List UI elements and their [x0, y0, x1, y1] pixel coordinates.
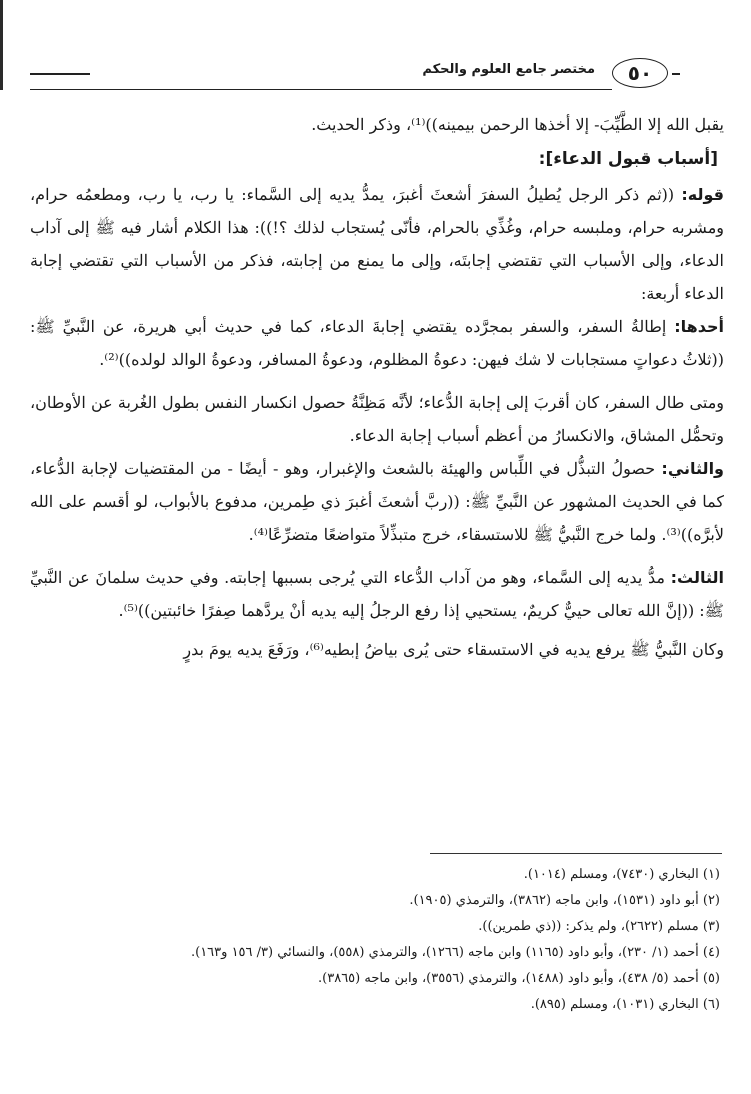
paragraph-travel: [30, 386, 724, 452]
paragraph-second-cause: [30, 452, 724, 551]
footnote-item: (٥) أحمد (٥/ ٤٣٨)، وأبو داود (١٤٨٨)، والترمذي (٣٥٥٦)، وابن ماجه (٣٨٦٥).: [318, 971, 720, 986]
paragraph-lead: أحدها:: [674, 317, 724, 336]
paragraph-text: إطالةُ السفر، والسفر بمجرَّده يقتضي إجابةَ الدعاء، كما في حديث أبي هريرة، عن النَّبيِّ ﷺ: ((ثلاثُ دعواتٍ مستجابات لا شك فيهن: دعوةُ المظلوم، ودعوةُ المسافر، ودعوةُ الوالد لولده))⁽²⁾.: [30, 317, 724, 369]
paragraph-qawluh: [30, 178, 724, 310]
header-dash-left: [30, 73, 90, 75]
paragraph-lead: الثالث:: [670, 568, 725, 587]
running-head: [30, 58, 720, 92]
paragraph-lead: قوله:: [681, 185, 725, 204]
header-rule: [30, 89, 612, 90]
page-number: ٥٠: [612, 58, 668, 88]
paragraph-raising-hands: [30, 633, 724, 666]
body-text: [30, 108, 724, 666]
paragraph-text: ومتى طال السفر، كان أقربَ إلى إجابة الدُّعاء؛ لأنَّه مَظِنَّةُ حصول انكسار النفس بطول الغُربة عن الأوطان، وتحمُّل المشاق، والانكسارُ من أعظم أسباب إجابة الدعاء.: [30, 393, 724, 445]
footnote-item: (٦) البخاري (١٠٣١)، ومسلم (٨٩٥).: [530, 997, 720, 1012]
paragraph-lead: والثاني:: [661, 459, 724, 478]
paragraph-text: وكان النَّبيُّ ﷺ يرفع يديه في الاستسقاء حتى يُرى بياضُ إبطيه⁽⁶⁾، ورَفَعَ يديه يومَ بدرٍ: [183, 640, 724, 659]
page-binding-edge: [0, 0, 3, 90]
paragraph-text: مدُّ يديه إلى السَّماء، وهو من آداب الدُّعاء التي يُرجى بسببها إجابته. وفي حديث سلمانَ عن النَّبيِّ ﷺ: ((إنَّ الله تعالى حييٌّ كريمٌ، يستحيي إذا رفع الرجلُ إليه يديه أنْ يردَّهما صِفرًا خائبتين))⁽⁵⁾.: [30, 568, 724, 620]
book-title: مختصر جامع العلوم والحكم: [422, 62, 595, 77]
footnote-item: (٤) أحمد (١/ ٢٣٠)، وأبو داود (١١٦٥) وابن ماجه (١٢٦٦)، والترمذي (٥٥٨)، والنسائي (٣/ ١٥٦ و١٦٣).: [190, 945, 720, 960]
paragraph-first-cause: [30, 310, 724, 376]
footnote-item: (١) البخاري (٧٤٣٠)، ومسلم (١٠١٤).: [523, 867, 720, 882]
footnote-item: (٣) مسلم (٢٦٢٢)، ولم يذكر: ((ذي طمرين)).: [478, 919, 720, 934]
footnote-item: (٢) أبو داود (١٥٣١)، وابن ماجه (٣٨٦٢)، والترمذي (١٩٠٥).: [409, 893, 720, 908]
paragraph-text: حصولُ التبذُّل في اللِّباس والهيئة بالشعث والإغبرار، وهو - أيضًا - من المقتضيات لإجابة الدُّعاء، كما في الحديث المشهور عن النَّبيِّ ﷺ: ((ربَّ أشعثَ أغبرَ ذي طِمرين، مدفوع بالأبواب، لو أقسم على الله لأبرَّه))⁽³⁾. ولما خرج النَّبيُّ ﷺ للاستسقاء، خرج متبذِّلاً متواضعًا متضرِّعًا⁽⁴⁾.: [30, 459, 725, 544]
header-dash-right: [672, 73, 680, 75]
section-heading: [أسباب قبول الدعاء]:: [538, 149, 718, 169]
footnotes: [30, 862, 724, 1018]
paragraph-text: ((ثم ذكر الرجل يُطيلُ السفرَ أشعثَ أغبرَ، يمدُّ يديه إلى السَّماء: يا رب، يا رب، ومطعمُه حرام، ومشربه حرام، وملبسه حرام، وغُذِّي بالحرام، فأنّى يُستجاب لذلك ؟!)): هذا الكلام أشار فيه ﷺ إلى آداب الدعاء، وإلى الأسباب التي تقتضي إجابتَه، وإلى ما يمنع من إجابته، فذكر من الأسباب التي تقتضي إجابة الدعاء أربعة:: [30, 185, 724, 303]
paragraph-third-cause: [30, 561, 724, 627]
paragraph-text: يقبل الله إلا الطَّيِّبَ- إلا أخذها الرحمن بيمينه))⁽¹⁾، وذكر الحديث.: [311, 115, 724, 134]
footnote-separator: [430, 853, 722, 854]
paragraph-continuation: [30, 108, 724, 141]
